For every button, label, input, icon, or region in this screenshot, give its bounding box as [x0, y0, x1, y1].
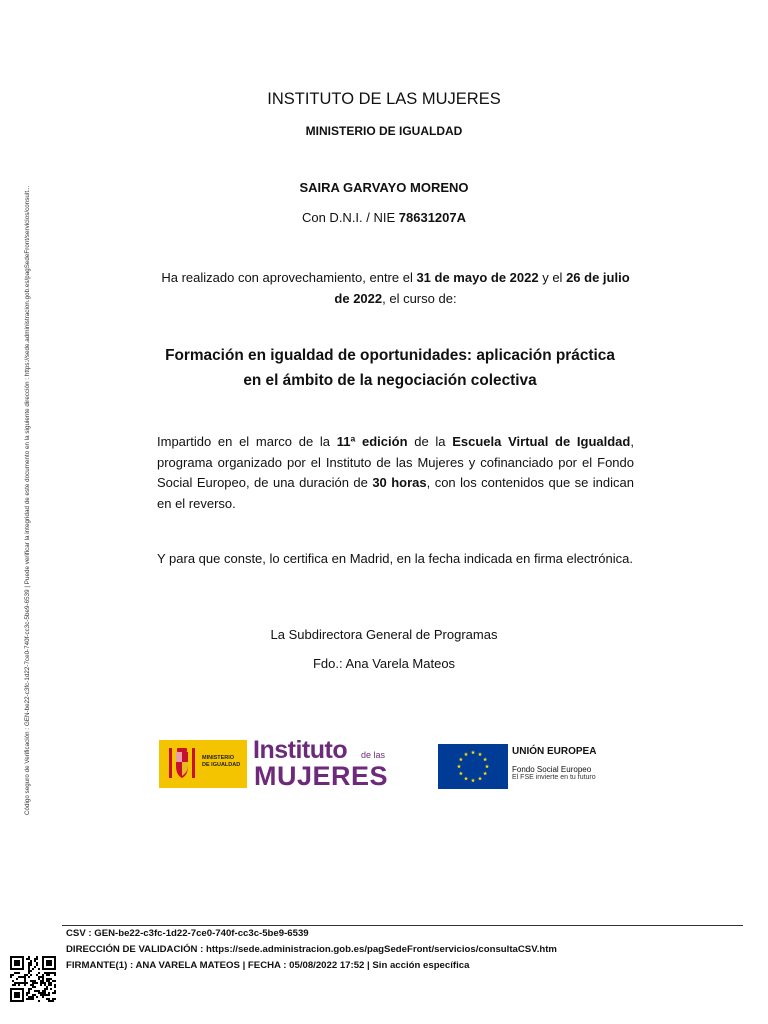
- eu-star-icon: [478, 752, 482, 756]
- ministry-logo: [159, 740, 247, 788]
- ministry-logo-line: DE IGUALDAD: [202, 762, 241, 768]
- completion-paragraph: [157, 268, 634, 309]
- start-date: 31 de mayo de 2022: [416, 270, 539, 285]
- footer-divider: [62, 925, 743, 926]
- completion-text: Ha realizado con aprovechamiento, entre el: [161, 270, 417, 285]
- eu-star-icon: [478, 776, 482, 780]
- eu-fund: Fondo Social Europeo: [512, 765, 592, 774]
- details-text: de la: [407, 434, 453, 449]
- eu-star-icon: [464, 752, 468, 756]
- dni-value: 78631207A: [398, 210, 467, 225]
- completion-text: y el: [538, 270, 567, 285]
- dni-label: Con D.N.I. / NIE: [301, 210, 399, 225]
- signer-role: La Subdirectora General de Programas: [270, 627, 498, 642]
- eu-star-icon: [485, 764, 489, 768]
- footer-signer: FIRMANTE(1) : ANA VARELA MATEOS | FECHA : 05/08/2022 17:52 | Sin acción específica: [66, 960, 470, 971]
- eu-star-icon: [457, 764, 461, 768]
- eu-star-icon: [471, 750, 475, 754]
- course-title-line: en el ámbito de la negociación colectiva: [243, 372, 537, 389]
- eu-flag-icon: [438, 744, 508, 789]
- certify-paragraph: Y para que conste, lo certifica en Madrid, en la fecha indicada en firma electrónica.: [157, 551, 633, 566]
- spain-coat-of-arms-icon: [166, 746, 198, 782]
- institute-title: INSTITUTO DE LAS MUJERES: [267, 90, 501, 108]
- recipient-name: SAIRA GARVAYO MORENO: [299, 180, 469, 195]
- institute-logo-de-las: de las: [361, 750, 386, 760]
- details-paragraph: [157, 432, 634, 514]
- school-name: Escuela Virtual de Igualdad: [452, 434, 631, 449]
- eu-logo-text: [512, 746, 622, 782]
- edition: 11ª edición: [336, 434, 408, 449]
- eu-star-icon: [483, 771, 487, 775]
- course-hours: 30 horas: [372, 475, 427, 490]
- eu-tagline: El FSE invierte en tu futuro: [512, 774, 596, 781]
- eu-title: UNIÓN EUROPEA: [512, 746, 597, 757]
- eu-star-icon: [459, 771, 463, 775]
- footer-csv: CSV : GEN-be22-c3fc-1d22-7ce0-740f-cc3c-5be9-6539: [66, 928, 309, 939]
- details-text: , con los contenidos que se indican en el reverso.: [157, 475, 634, 511]
- details-text: Impartido en el marco de la: [157, 434, 337, 449]
- recipient-dni: [0, 210, 768, 225]
- end-date: 26 de julio de 2022: [334, 270, 630, 306]
- details-text: , programa organizado por el Instituto de las Mujeres y cofinanciado por el Fondo Social Europeo, de una duración de: [157, 434, 634, 490]
- signer-name: Fdo.: Ana Varela Mateos: [312, 656, 456, 671]
- eu-star-icon: [483, 757, 487, 761]
- ministry-logo-text: [202, 755, 240, 769]
- verification-side-text: Código seguro de Verificación : GEN-be22-c3fc-1d22-7ce0-740f-cc3c-5be9-6539 | Puede verificar la integridad de este documento en la siguiente dirección : https://sede.administracion.gob.es/pagSedeFront/servicios/consult...: [24, 185, 31, 815]
- course-title: [140, 343, 640, 393]
- institute-logo: [253, 736, 403, 794]
- course-title-line: Formación en igualdad de oportunidades: aplicación práctica: [165, 347, 615, 364]
- eu-star-icon: [471, 778, 475, 782]
- eu-star-icon: [459, 757, 463, 761]
- eu-star-icon: [464, 776, 468, 780]
- footer-validation: DIRECCIÓN DE VALIDACIÓN : https://sede.administracion.gob.es/pagSedeFront/servicios/consultaCSV.htm: [66, 944, 557, 955]
- qr-code-icon: [10, 956, 56, 1002]
- institute-logo-line2: MUJERES: [254, 761, 389, 791]
- ministry-logo-line: MINISTERIO: [202, 755, 235, 761]
- completion-text: , el curso de:: [382, 290, 457, 306]
- ministry-subtitle: MINISTERIO DE IGUALDAD: [305, 124, 463, 138]
- institute-logo-line1: Instituto: [253, 736, 348, 764]
